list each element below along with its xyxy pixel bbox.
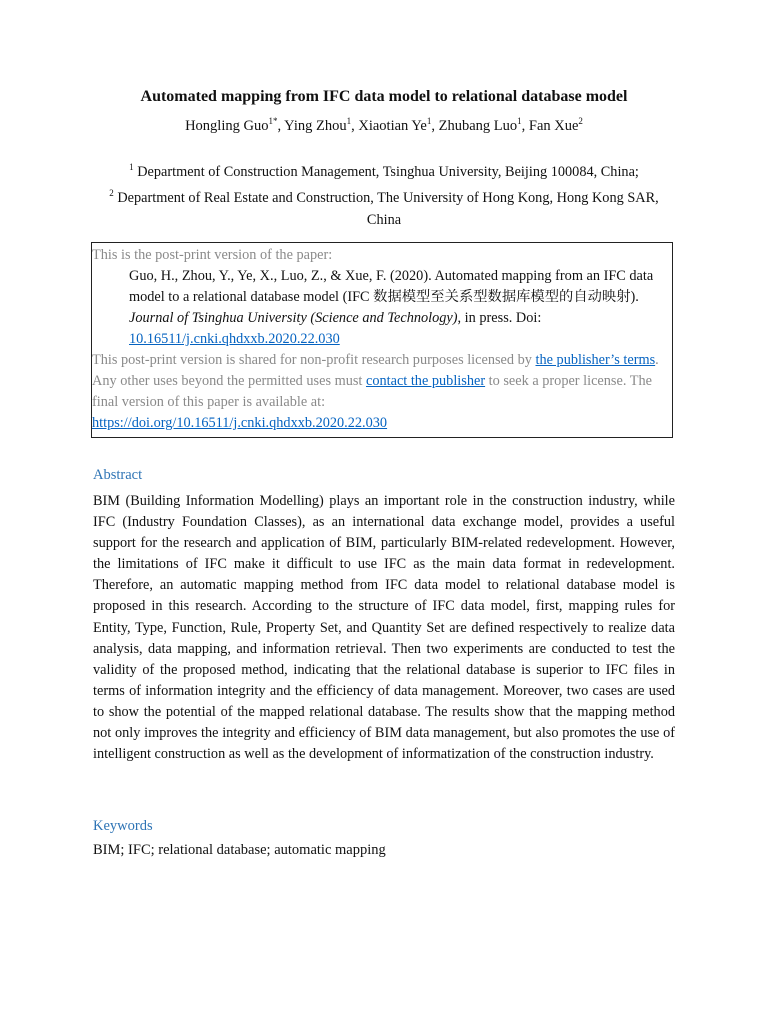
- affiliation-2: $^2$ Department of Real Estate and Construction, The University of Hong Kong, Hong Kong SAR, China: [109, 188, 659, 228]
- keywords-heading: Keywords: [93, 818, 153, 834]
- keywords-text: BIM; IFC; relational database; automatic mapping: [93, 842, 386, 858]
- author-sup: 2: [578, 116, 583, 126]
- author-sup: 1: [346, 116, 352, 126]
- affiliation-1: $^1$ Department of Construction Management, Tsinghua University, Beijing 100084, China;: [129, 162, 639, 180]
- license-text: This post-print version is shared for non-profit research purposes licensed by the publisher’s terms. Any other uses beyond the permitted uses must contact the publisher to seek a proper license. The final version of this paper is available at:: [92, 352, 659, 410]
- abstract-heading: Abstract: [93, 467, 143, 483]
- author-name: Fan Xue: [528, 117, 579, 134]
- final-version-link[interactable]: https://doi.org/10.16511/j.cnki.qhdxxb.2020.22.030: [92, 415, 388, 431]
- author-list: Hongling Guo$^{1*}$, Ying Zhou$^1$, Xiaotian Ye$^1$, Zhubang Luo$^1$, Fan Xue$^2$: [185, 116, 583, 134]
- citation-doi-link[interactable]: 10.16511/j.cnki.qhdxxb.2020.22.030: [129, 331, 340, 347]
- affiliations: [93, 157, 675, 231]
- abstract-text: BIM (Building Information Modelling) plays an important role in the construction industry, while IFC (Industry Foundation Classes), as an international data exchange model, provides a useful support for the research and application of BIM, particularly BIM-related redevelopment. However, the limitations of IFC make it difficult to use IFC as the main data format in redevelopment. Therefore, an automatic mapping method from IFC data model to relational database model is proposed in this research. According to the structure of IFC data model, first, mapping rules for Entity, Type, Function, Rule, Property Set, and Quantity Set are defined respectively to realize data analysis, data mapping, and information retrieval. Then two experiments are conducted to test the validity of the proposed method, indicating that the relational database is superior to IFC files in terms of information integrity and the efficiency of data management. Moreover, two cases are used to show the potential of the mapped relational database. The results show that the mapping method not only improves the integrity and efficiency of BIM data management, but also promotes the use of intelligent construction as well as the development of informatization of the construction industry.: [93, 493, 675, 763]
- author-name: Ying Zhou: [284, 117, 347, 134]
- contact-publisher-link[interactable]: contact the publisher: [365, 373, 486, 389]
- author-sup: 1: [426, 116, 432, 126]
- author-sup: 1*: [268, 116, 278, 126]
- journal-name: Journal of Tsinghua University (Science and Technology): [129, 310, 458, 326]
- author-name: Xiaotian Ye: [358, 117, 427, 134]
- author-sup: 1: [517, 116, 522, 126]
- citation: Guo, H., Zhou, Y., Ye, X., Luo, Z., & Xue, F. (2020). Automated mapping from an IFC data model to a relational database model (IFC 数据模型至关系型数据库模型的自动映射). Journal of Tsinghua University (Science and Technology), in press. Doi: 10.16511/j.cnki.qhdxxb.2020.22.030: [129, 268, 654, 347]
- postprint-notice-box: [91, 242, 673, 438]
- publisher-terms-link[interactable]: the publisher’s terms: [535, 352, 656, 368]
- author-name: Hongling Guo: [185, 117, 269, 134]
- author-name: Zhubang Luo: [438, 117, 518, 134]
- paper-title: Automated mapping from IFC data model to relational database model: [140, 88, 628, 105]
- notice-intro: This is the post-print version of the paper:: [92, 247, 333, 263]
